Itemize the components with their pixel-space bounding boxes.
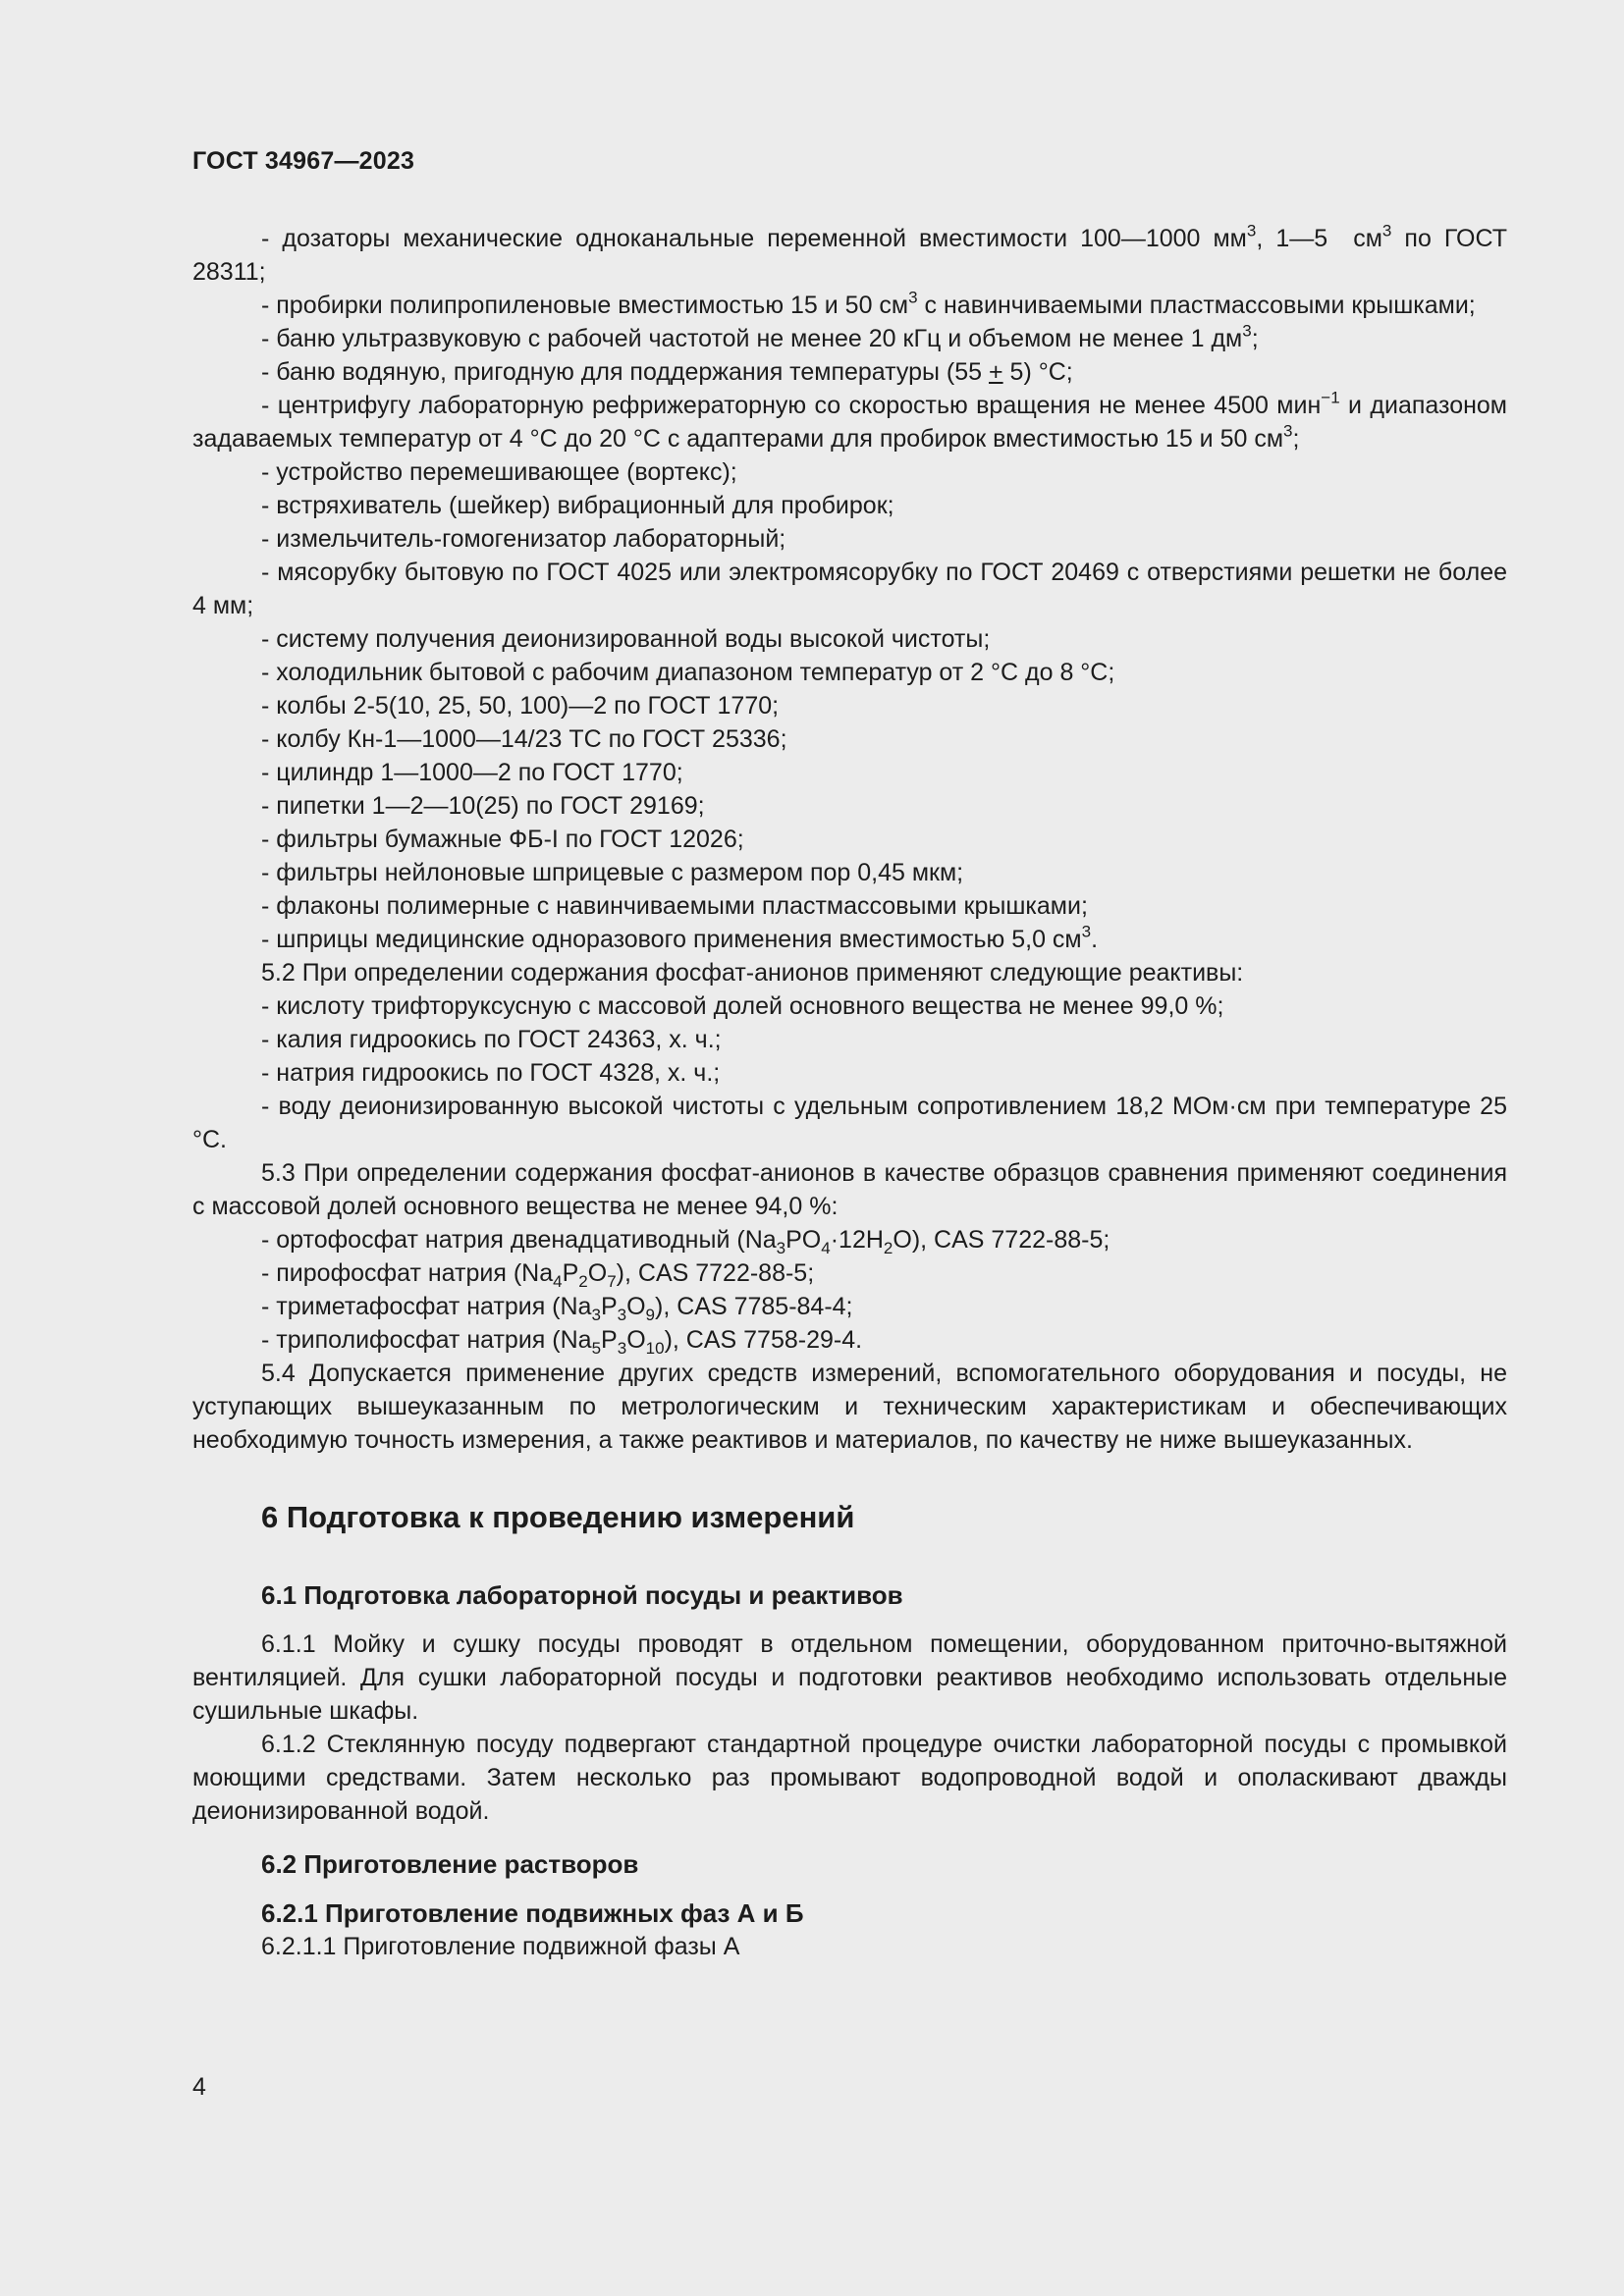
list-paragraph: - фильтры бумажные ФБ-I по ГОСТ 12026; <box>261 826 744 853</box>
list-paragraph: - шприцы медицинские одноразового применения вместимостью 5,0 $см^3$. <box>261 922 1099 953</box>
list-paragraph: - ортофосфат натрия двенадцативодный $(Na_3PO_4\cdot 12H_2O)$, CAS 7722-88-5; <box>261 1226 1110 1257</box>
list-paragraph: - дозаторы механические одноканальные переменной вместимости 100—1000 $мм^3$, 1—5 $см^3$ по ГОСТ 28311; <box>192 221 1507 286</box>
paragraph-6-1-1: 6.1.1 Мойку и сушку посуды проводят в отдельном помещении, оборудованном приточно-вытяжной вентиляцией. Для сушки лабораторной посуды и подготовки реактивов необходимо использовать отдельные сушильные шкафы. <box>192 1630 1507 1725</box>
list-paragraph: - мясорубку бытовую по ГОСТ 4025 или электромясорубку по ГОСТ 20469 с отверстиями решетки не более 4 мм; <box>192 559 1507 619</box>
subsection-6-1-heading: 6.1 Подготовка лабораторной посуды и реактивов <box>261 1580 903 1610</box>
list-paragraph: - триполифосфат натрия $(Na_5P_3O_{10})$, CAS 7758-29-4. <box>261 1326 863 1358</box>
list-paragraph: - измельчитель-гомогенизатор лабораторный; <box>261 525 786 553</box>
list-paragraph: - устройство перемешивающее (вортекс); <box>261 458 737 486</box>
list-paragraph: - холодильник бытовой с рабочим диапазоном температур от 2 °C до 8 °C; <box>261 659 1115 686</box>
list-paragraph: - пробирки полипропиленовые вместимостью 15 и 50 $см^3$ с навинчиваемыми пластмассовыми крышками; <box>261 288 1476 319</box>
subsection-6-2-heading: 6.2 Приготовление растворов <box>261 1849 639 1879</box>
list-paragraph: - фильтры нейлоновые шприцевые с размером пор 0,45 мкм; <box>261 859 964 886</box>
list-paragraph: - пирофосфат натрия $(Na_4P_2O_7)$, CAS 7722-88-5; <box>261 1259 815 1291</box>
list-paragraph: - пипетки 1—2—10(25) по ГОСТ 29169; <box>261 792 705 820</box>
list-paragraph: - триметафосфат натрия $(Na_3P_3O_9)$, CAS 7785-84-4; <box>261 1293 853 1324</box>
paragraph-6-1-2: 6.1.2 Стеклянную посуду подвергают стандартной процедуре очистки лабораторной посуды с промывкой моющими средствами. Затем несколько раз промывают водопроводной водой и ополаскивают дважды деионизированной водой. <box>192 1731 1507 1825</box>
paragraph-6-2-1-1: 6.2.1.1 Приготовление подвижной фазы А <box>261 1933 740 1960</box>
list-paragraph: - воду деионизированную высокой чистоты с удельным сопротивлением 18,2 МОм·см при температуре 25 °C. <box>192 1093 1507 1153</box>
page-number: 4 <box>192 2073 206 2101</box>
list-paragraph: - центрифугу лабораторную рефрижераторную со скоростью вращения не менее 4500 мин$^{-1}$ и диапазоном задаваемых температур от 4 °C до 20 °C с адаптерами для пробирок вместимостью 15 и 50 $см^3$; <box>192 388 1507 453</box>
list-paragraph: - калия гидроокись по ГОСТ 24363, х. ч.; <box>261 1026 722 1053</box>
list-paragraph: - цилиндр 1—1000—2 по ГОСТ 1770; <box>261 759 683 786</box>
list-paragraph: - систему получения деионизированной воды высокой чистоты; <box>261 625 991 653</box>
list-paragraph: - кислоту трифторуксусную с массовой долей основного вещества не менее 99,0 %; <box>261 992 1224 1020</box>
list-paragraph: 5.4 Допускается применение других средств измерений, вспомогательного оборудования и посуды, не уступающих вышеуказанным по метрологическим и техническим характеристикам и обеспечивающих необходимую точность измерения, а также реактивов и материалов, по качеству не ниже вышеуказанных. <box>192 1360 1507 1454</box>
list-paragraph: - колбы 2-5(10, 25, 50, 100)—2 по ГОСТ 1770; <box>261 692 780 720</box>
section-6-heading: 6 Подготовка к проведению измерений <box>261 1500 855 1534</box>
list-paragraph: - встряхиватель (шейкер) вибрационный для пробирок; <box>261 492 894 519</box>
list-paragraph: - колбу Кн-1—1000—14/23 ТС по ГОСТ 25336; <box>261 725 787 753</box>
list-paragraph: - флаконы полимерные с навинчиваемыми пластмассовыми крышками; <box>261 892 1088 920</box>
list-paragraph: - баню водяную, пригодную для поддержания температуры (55 + 5) °C; <box>261 358 1073 386</box>
list-paragraph: 5.3 При определении содержания фосфат-анионов в качестве образцов сравнения применяют соединения с массовой долей основного вещества не менее 94,0 %: <box>192 1159 1507 1220</box>
list-paragraph: - баню ультразвуковую с рабочей частотой не менее 20 кГц и объемом не менее 1 $дм^3$; <box>261 321 1259 352</box>
list-paragraph: 5.2 При определении содержания фосфат-анионов применяют следующие реактивы: <box>261 959 1244 987</box>
document-header-code: ГОСТ 34967—2023 <box>192 147 415 175</box>
document-body <box>192 222 1507 1963</box>
equipment-and-reagents-list <box>192 222 1507 1457</box>
list-paragraph: - натрия гидроокись по ГОСТ 4328, х. ч.; <box>261 1059 721 1087</box>
subsection-6-2-1-heading: 6.2.1 Приготовление подвижных фаз А и Б <box>261 1898 804 1928</box>
